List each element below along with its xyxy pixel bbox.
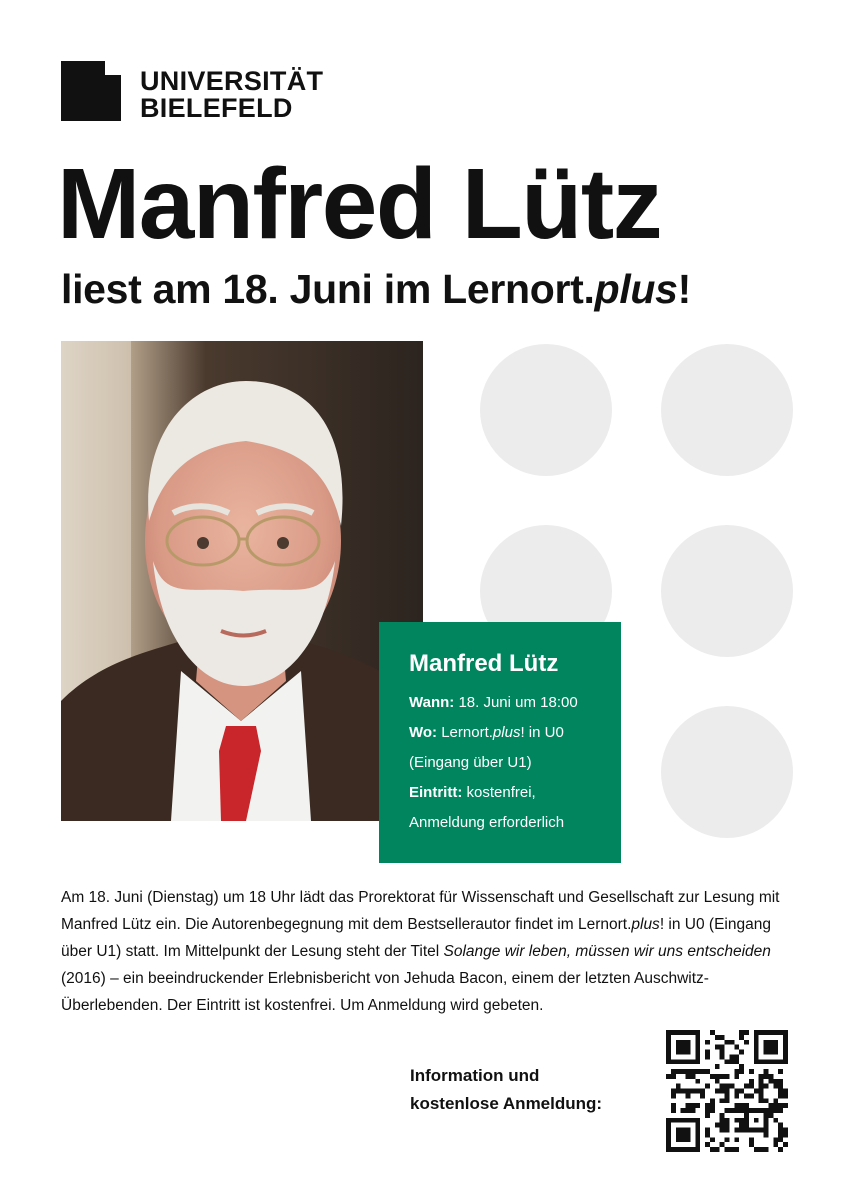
- logo-line-2: BIELEFELD: [140, 93, 293, 123]
- page-subtitle: [61, 260, 691, 318]
- when-label: Wann:: [409, 694, 455, 711]
- description-part-1: Am 18. Juni (Dienstag) um 18 Uhr lädt das Prorektorat für Wissenschaft und Gesellschaft zur Lesung mit Manfred Lütz ein. Die Autorenbegegnung mit dem Bestsellerautor findet im Lernort.: [61, 889, 780, 933]
- description-plus: plus: [631, 916, 660, 933]
- university-logo-mark: [61, 61, 121, 121]
- page-title: Manfred Lütz: [57, 148, 662, 260]
- info-where-line-2: (Eingang über U1): [409, 754, 532, 771]
- decorative-circle: [661, 344, 793, 476]
- subtitle-plus: plus: [594, 266, 678, 312]
- entry-label: Eintritt:: [409, 784, 463, 801]
- event-info-box: [379, 622, 621, 863]
- description-part-2: ! in U0 (Eingang über U1) statt. Im Mittelpunkt der Lesung steht der Titel: [61, 916, 771, 960]
- description-part-3: (2016) – ein beeindruckender Erlebnisbericht von Jehuda Bacon, einem der letzten Auschwitz-Überlebenden. Der Eintritt ist kostenfrei. Um Anmeldung wird gebeten.: [61, 970, 709, 1014]
- info-when: [409, 688, 621, 718]
- event-description: [61, 884, 791, 1019]
- info-box-title: Manfred Lütz: [409, 650, 559, 677]
- info-where: [409, 718, 621, 748]
- where-room: ! in U0: [520, 724, 564, 741]
- where-plus: plus: [492, 724, 521, 741]
- decorative-circle: [661, 706, 793, 838]
- where-label: Wo:: [409, 724, 438, 741]
- decorative-circle: [661, 525, 793, 657]
- info-entry-line-2: Anmeldung erforderlich: [409, 814, 565, 831]
- subtitle-text: liest am 18. Juni im Lernort.: [61, 266, 595, 312]
- entry-value: kostenfrei,: [466, 784, 536, 801]
- logo-line-1: UNIVERSITÄT: [140, 66, 324, 96]
- registration-line-1: Information und: [410, 1066, 540, 1085]
- where-text: Lernort.: [441, 724, 493, 741]
- registration-line-2: kostenlose Anmeldung:: [410, 1094, 603, 1113]
- description-book-title: Solange wir leben, müssen wir uns entscheiden: [443, 943, 771, 960]
- when-value: 18. Juni um 18:00: [458, 694, 578, 711]
- portrait-photo: [61, 341, 423, 821]
- subtitle-exclamation: !: [677, 266, 692, 312]
- decorative-circle: [480, 344, 612, 476]
- qr-code-icon[interactable]: [666, 1030, 788, 1152]
- info-entry: [409, 778, 621, 808]
- university-logo-text: [140, 68, 323, 122]
- registration-label: [410, 1062, 602, 1118]
